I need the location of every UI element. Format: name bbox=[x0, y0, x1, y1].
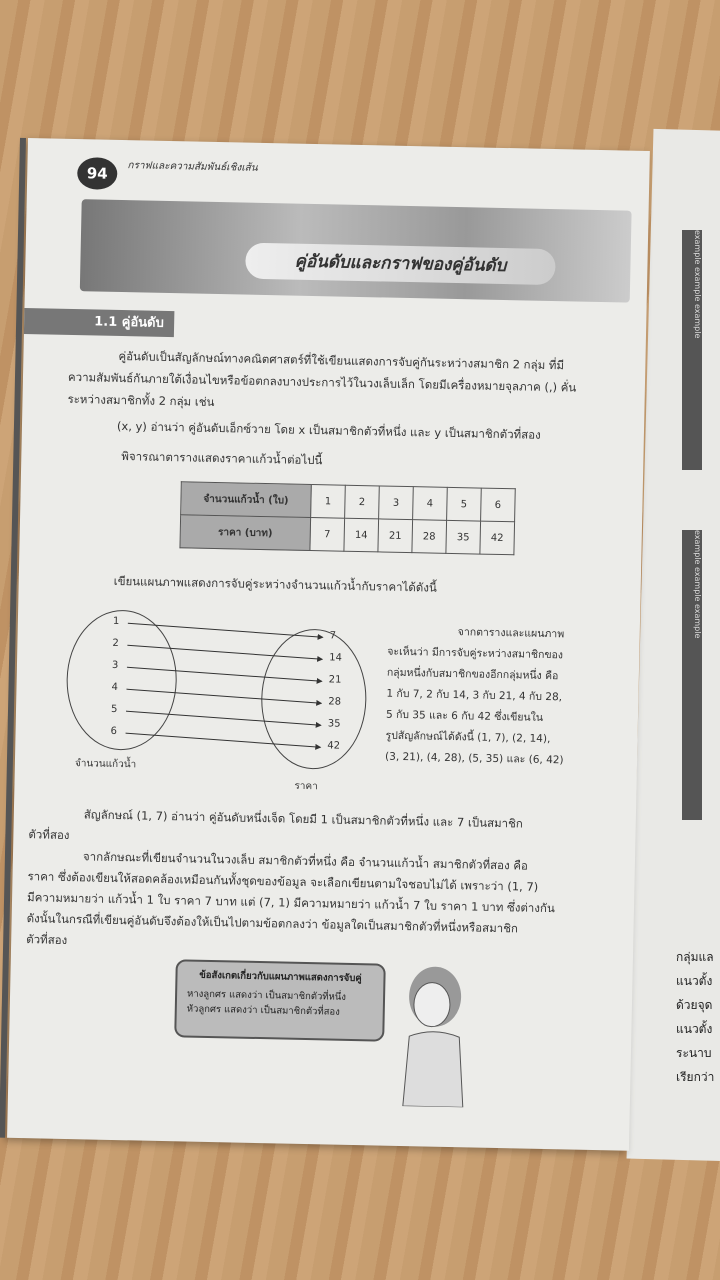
mapping-arrow bbox=[128, 623, 323, 637]
domain-value: 1 bbox=[112, 615, 120, 628]
right-page-text: กลุ่มแล แนวตั้ง ด้วยจุด แนวตั้ง ระนาบ เรียกว่า bbox=[676, 950, 715, 1084]
chapter-title: กราฟและความสัมพันธ์เชิงเส้น bbox=[127, 160, 258, 174]
diagram-intro: เขียนแผนภาพแสดงการจับคู่ระหว่างจำนวนแก้วน้ำกับราคาได้ดังนี้ bbox=[113, 573, 437, 595]
domain-value: 4 bbox=[111, 681, 119, 694]
right-page-strip: example example example bbox=[682, 230, 702, 470]
mapping-arrow bbox=[126, 689, 321, 703]
range-value: 28 bbox=[328, 696, 342, 708]
mapping-arrow bbox=[125, 733, 320, 747]
range-value: 35 bbox=[327, 718, 341, 730]
mapping-arrow bbox=[126, 711, 321, 725]
mapping-arrow bbox=[127, 667, 322, 681]
range-value: 21 bbox=[328, 674, 342, 686]
cartoon-girl-illustration bbox=[398, 956, 471, 1107]
range-label: ราคา bbox=[294, 780, 318, 793]
note-title: ข้อสังเกตเกี่ยวกับแผนภาพแสดงการจับคู่ bbox=[199, 969, 362, 985]
note-line: หางลูกศร แสดงว่า เป็นสมาชิกตัวที่หนึ่ง bbox=[186, 988, 347, 1003]
section-title: 1.1 คู่อันดับ bbox=[24, 308, 175, 337]
domain-label: จำนวนแก้วน้ำ bbox=[74, 758, 137, 771]
price-table bbox=[179, 481, 515, 555]
range-value: 42 bbox=[327, 740, 341, 752]
side-explanation: จากตารางและแผนภาพ จะเห็นว่า มีการจับคู่ระหว่างสมาชิกของ กลุ่มหนึ่งกับสมาชิกของอีกกลุ่มหนึ่ง คือ 1 กับ 7, 2 กับ 14, 3 กับ 21, 4 กับ 28, 5 กับ 35 และ 6 กับ 42 ซึ่งเขียนใน รูปสัญลักษณ์ได้ดังนี้ (1, 7), (2, 14), (3, 21), (4, 28), (5, 35) และ (6, 42) bbox=[384, 626, 565, 767]
mapping-arrow bbox=[127, 645, 322, 659]
domain-value: 5 bbox=[110, 703, 118, 715]
range-value: 14 bbox=[329, 652, 343, 664]
body-paragraph: สัญลักษณ์ (1, 7) อ่านว่า คู่อันดับหนึ่งเจ็ด โดยมี 1 เป็นสมาชิกตัวที่หนึ่ง และ 7 เป็นสมาชิก ตัวที่สอง จากลักษณะที่เขียนจำนวนในวงเล็บ สมาชิกตัวที่หนึ่ง คือ จำนวนแก้วน้ำ สมาชิกตัวที่สอง คือ ราคา ซึ่งต้องเขียนให้สอดคล้องเหมือนกันทั้งชุดของข้อมูล จะเลือกเขียนตามใจชอบไม่ได้ เพราะว่า (1, 7) มีความหมายว่า แก้วน้ำ 1 ใบ ราคา 7 บาท แต่ (7, 1) มีความหมายว่า แก้วน้ำ 7 ใบ ราคา 1 บาท ซึ่งต่างกัน ดังนั้นในกรณีที่เขียนคู่อันดับจึงต้องให้เป็นไปตามข้อตกลงว่า ข้อมูลใดเป็นสมาชิกตัวที่หนึ่งหรือสมาชิก ตัวที่สอง bbox=[26, 807, 555, 947]
table-row: ราคา (บาท) 7 14 21 28 35 42 bbox=[180, 515, 515, 555]
mapping-diagram bbox=[54, 604, 378, 791]
note-line: หัวลูกศร แสดงว่า เป็นสมาชิกตัวที่สอง bbox=[186, 1003, 340, 1018]
page-number: 94 bbox=[77, 157, 118, 190]
intro-paragraph: คู่อันดับเป็นสัญลักษณ์ทางคณิตศาสตร์ที่ใช้เขียนแสดงการจับคู่กันระหว่างสมาชิก 2 กลุ่ม ที่มี ความสัมพันธ์กันภายใต้เงื่อนไขหรือข้อตกลงบางประการไว้ในวงเล็บเล็ก โดยมีเครื่องหมายจุลภาค (,) คั่น ระหว่างสมาชิกทั้ง 2 กลุ่ม เช่น bbox=[67, 348, 577, 409]
domain-value: 2 bbox=[112, 637, 119, 650]
note-speech-bubble bbox=[174, 959, 386, 1041]
domain-value: 3 bbox=[111, 659, 119, 672]
table-row: จำนวนแก้วน้ำ (ใบ) 1 2 3 4 5 6 bbox=[181, 482, 516, 522]
range-value: 7 bbox=[329, 630, 337, 642]
right-page-strip: example example example bbox=[682, 530, 702, 820]
definition-line: (x, y) อ่านว่า คู่อันดับเอ็กซ์วาย โดย x เป็นสมาชิกตัวที่หนึ่ง และ y เป็นสมาชิกตัวที่สอง bbox=[116, 418, 541, 442]
textbook-page bbox=[7, 138, 650, 1151]
domain-value: 6 bbox=[110, 725, 118, 737]
table-intro: พิจารณาตารางแสดงราคาแก้วน้ำต่อไปนี้ bbox=[121, 449, 323, 468]
banner-title: คู่อันดับและกราฟของคู่อันดับ bbox=[245, 243, 556, 285]
